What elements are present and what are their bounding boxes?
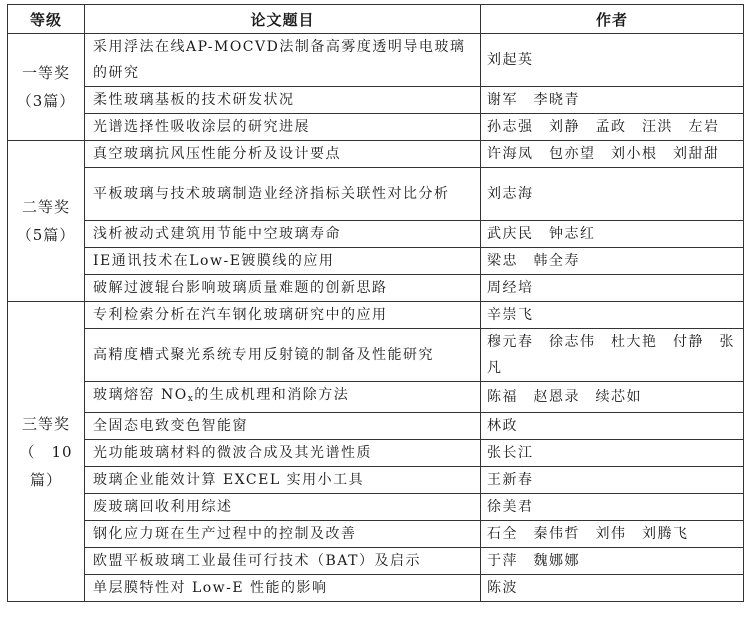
paper-title: 全固态电致变色智能窗 [85,413,481,440]
paper-title [85,382,481,413]
header-row [8,5,744,34]
paper-title: IE通讯技术在Low-E镀膜线的应用 [85,248,481,275]
paper-title: 废玻璃回收利用综述 [85,494,481,521]
grade-name: 一等奖 [21,64,70,82]
paper-author: 林政 [481,413,744,440]
table-row [8,467,744,494]
title-part: 玻璃熔窑 NO [93,387,188,403]
award-table-container [7,4,743,602]
paper-author: 徐美君 [481,494,744,521]
paper-title: 光谱选择性吸收涂层的研究进展 [85,114,481,141]
paper-title: 采用浮法在线AP-MOCVD法制备高雾度透明导电玻璃的研究 [85,34,481,87]
paper-title: 专利检索分析在汽车钢化玻璃研究中的应用 [85,302,481,329]
grade-cell-first [8,34,85,141]
table-row [8,440,744,467]
table-row [8,168,744,221]
table-row [8,329,744,382]
paper-author: 梁忠 韩全寿 [481,248,744,275]
paper-author: 周经培 [481,275,744,302]
table-row [8,275,744,302]
table-row [8,248,744,275]
paper-author: 谢军 李晓青 [481,87,744,114]
paper-author: 张长江 [481,440,744,467]
grade-name: 二等奖 [21,198,70,216]
table-row [8,302,744,329]
paper-author: 辛崇飞 [481,302,744,329]
paper-title: 平板玻璃与技术玻璃制造业经济指标关联性对比分析 [85,168,481,221]
paper-author: 陈波 [481,575,744,602]
table-row [8,34,744,87]
paper-author: 王新春 [481,467,744,494]
table-row [8,114,744,141]
grade-count: （ 10篇） [19,442,73,489]
header-grade: 等级 [8,5,85,34]
paper-author: 武庆民 钟志红 [481,221,744,248]
paper-title: 浅析被动式建筑用节能中空玻璃寿命 [85,221,481,248]
table-row [8,494,744,521]
table-row [8,141,744,168]
paper-author: 许海凤 包亦望 刘小根 刘甜甜 [481,141,744,168]
title-subscript: x [187,394,195,404]
grade-cell-third [8,302,85,602]
table-row [8,413,744,440]
table-row [8,521,744,548]
grade-cell-second [8,141,85,302]
paper-author: 于萍 魏娜娜 [481,548,744,575]
table-row [8,87,744,114]
paper-author: 穆元春 徐志伟 杜大艳 付静 张凡 [481,329,744,382]
paper-title: 破解过渡辊台影响玻璃质量难题的创新思路 [85,275,481,302]
grade-count: （5篇） [16,226,76,244]
grade-count: （3篇） [16,92,76,110]
paper-title: 真空玻璃抗风压性能分析及设计要点 [85,141,481,168]
paper-title: 玻璃企业能效计算 EXCEL 实用小工具 [85,467,481,494]
paper-title: 光功能玻璃材料的微波合成及其光谱性质 [85,440,481,467]
header-author: 作者 [481,5,744,34]
paper-author: 石全 秦伟哲 刘伟 刘腾飞 [481,521,744,548]
table-row [8,548,744,575]
table-row [8,575,744,602]
paper-title: 柔性玻璃基板的技术研发状况 [85,87,481,114]
paper-title: 欧盟平板玻璃工业最佳可行技术（BAT）及启示 [85,548,481,575]
grade-name: 三等奖 [21,414,70,433]
paper-author: 陈福 赵恩录 续芯如 [481,382,744,413]
paper-author: 刘起英 [481,34,744,87]
paper-author: 刘志海 [481,168,744,221]
table-row [8,382,744,413]
award-table [7,4,744,602]
paper-title: 单层膜特性对 Low-E 性能的影响 [85,575,481,602]
paper-title: 钢化应力斑在生产过程中的控制及改善 [85,521,481,548]
paper-author: 孙志强 刘静 孟政 汪洪 左岩 [481,114,744,141]
title-part: 的生成机理和消除方法 [194,387,350,403]
paper-title: 高精度槽式聚光系统专用反射镜的制备及性能研究 [85,329,481,382]
header-title: 论文题目 [85,5,481,34]
table-row [8,221,744,248]
